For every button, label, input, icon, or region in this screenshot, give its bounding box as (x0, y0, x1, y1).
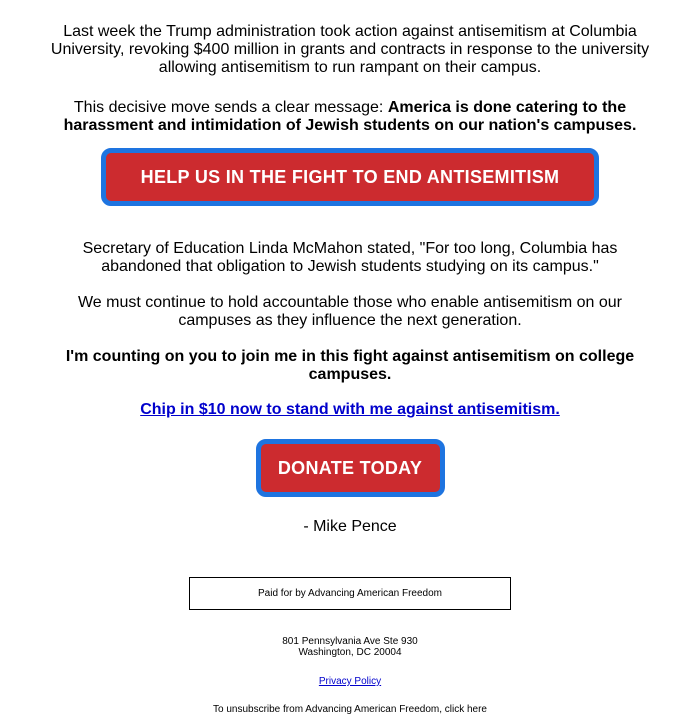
address-line-1: 801 Pennsylvania Ave Ste 930 (282, 636, 418, 647)
paid-for-box (189, 577, 511, 610)
counting-on-you-paragraph: I'm counting on you to join me in this fight against antisemitism on college campuses. (65, 348, 635, 383)
signature: - Mike Pence (303, 518, 397, 535)
donate-today-button[interactable]: DONATE TODAY (256, 439, 445, 497)
privacy-line (50, 658, 650, 687)
quote-paragraph: Secretary of Education Linda McMahon stated, "For too long, Columbia has abandoned that obligation to Jewish students studying on its campus." (82, 240, 618, 275)
address-block (50, 610, 650, 658)
address-line-2: Washington, DC 20004 (298, 647, 402, 658)
message-text: This decisive move sends a clear message: (73, 99, 388, 116)
email-body (50, 0, 650, 715)
message-paragraph (50, 77, 650, 135)
unsubscribe-text[interactable]: To unsubscribe from Advancing American Freedom, click here (212, 704, 487, 715)
privacy-policy-link[interactable]: Privacy Policy (318, 676, 382, 687)
fight-antisemitism-button[interactable]: HELP US IN THE FIGHT TO END ANTISEMITISM (101, 148, 599, 206)
accountability-paragraph: We must continue to hold accountable those who enable antisemitism on our campuses as they influence the next generation. (77, 294, 623, 329)
message-bold-text: America is done catering to the harassment and intimidation of Jewish students on our nation's campuses. (63, 99, 637, 134)
chip-in-line (50, 384, 650, 419)
paid-for-text: Paid for by Advancing American Freedom (258, 588, 442, 599)
intro-paragraph: Last week the Trump administration took action against antisemitism at Columbia University, revoking $400 million in grants and contracts in response to the university allowing antisemitism to run rampant on their campus. (50, 23, 650, 76)
chip-in-link[interactable]: Chip in $10 now to stand with me against antisemitism. (140, 401, 560, 418)
